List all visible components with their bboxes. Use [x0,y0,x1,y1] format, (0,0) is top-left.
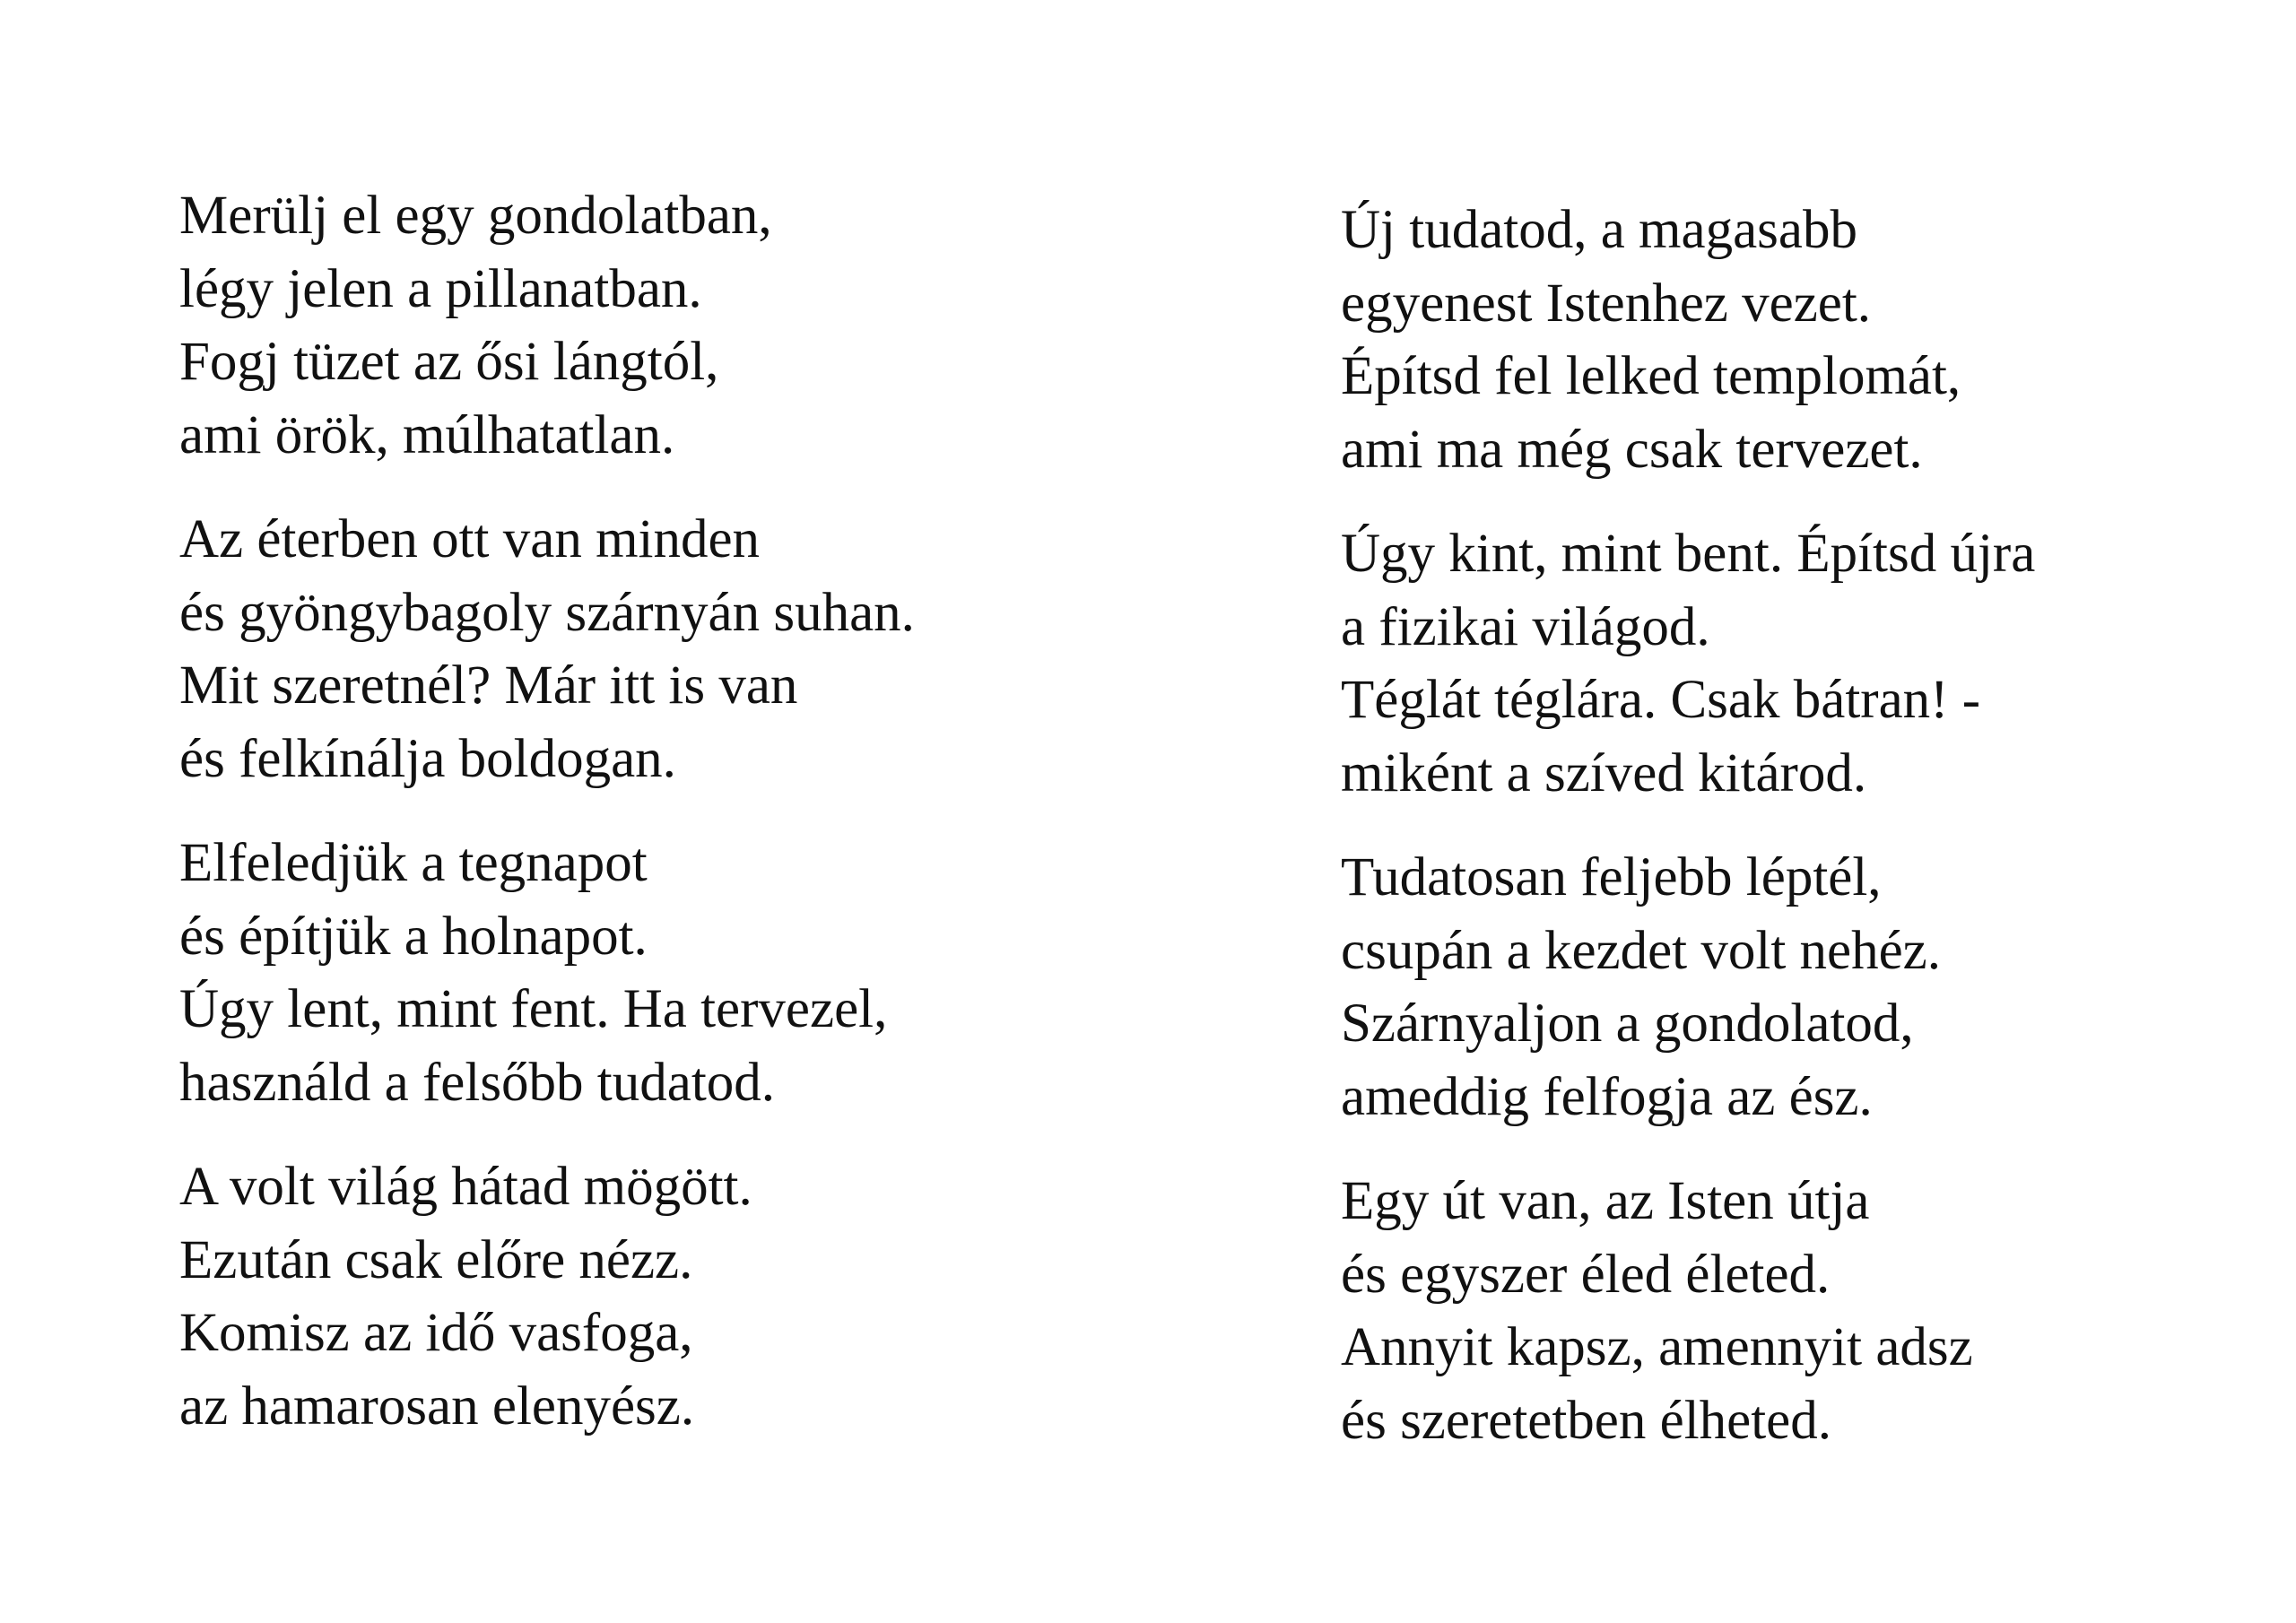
stanza-6 [1341,517,2238,810]
verse-line: légy jelen a pillanatban. [179,258,702,319]
verse-line: Úgy kint, mint bent. Építsd újra [1341,524,2036,584]
verse-line: Annyit kapsz, amennyit adsz [1341,1317,1973,1377]
verse-line: Tudatosan feljebb léptél, [1341,847,1882,907]
verse-line: Mit szeretnél? Már itt is van [179,655,798,716]
verse-line: Merülj el egy gondolatban, [179,186,772,246]
verse-line: és építjük a holnapot. [179,906,648,967]
stanza-5 [1341,194,2238,486]
stanza-8 [1341,1165,2238,1457]
verse-line: Építsd fel lelked templomát, [1341,346,1961,406]
stanza-4 [179,1150,1076,1443]
poem-right-column [1341,194,2238,1488]
verse-line: Egy út van, az Isten útja [1341,1171,1870,1231]
verse-line: ami ma még csak tervezet. [1341,419,1923,480]
verse-line: ami örök, múlhatatlan. [179,404,675,465]
verse-line: Elfeledjük a tegnapot [179,833,648,893]
verse-line: használd a felsőbb tudatod. [179,1052,776,1113]
verse-line: Téglát téglára. Csak bátran! - [1341,670,1981,730]
stanza-7 [1341,841,2238,1133]
verse-line: egyenest Istenhez vezet. [1341,273,1872,334]
verse-line: és szeretetben élheted. [1341,1390,1832,1451]
verse-line: Ezután csak előre nézz. [179,1229,693,1290]
verse-line: és egyszer éled életed. [1341,1244,1831,1305]
verse-line: Új tudatod, a magasabb [1341,200,1857,260]
verse-line: a fizikai világod. [1341,596,1710,657]
verse-line: az hamarosan elenyész. [179,1376,695,1436]
verse-line: csupán a kezdet volt nehéz. [1341,920,1942,981]
poem-left-column [179,179,1076,1474]
stanza-2 [179,503,1076,795]
verse-line: Komisz az idő vasfoga, [179,1303,693,1363]
verse-line: és felkínálja boldogan. [179,728,676,789]
verse-line: A volt világ hátad mögött. [179,1157,752,1217]
verse-line: Fogj tüzet az ősi lángtól, [179,332,719,392]
verse-line: Az éterben ott van minden [179,509,761,569]
stanza-3 [179,827,1076,1119]
verse-line: Úgy lent, mint fent. Ha tervezel, [179,979,888,1039]
verse-line: miként a szíved kitárod. [1341,742,1867,803]
stanza-1 [179,179,1076,472]
verse-line: ameddig felfogja az ész. [1341,1066,1873,1127]
verse-line: Szárnyaljon a gondolatod, [1341,994,1914,1054]
verse-line: és gyöngybagoly szárnyán suhan. [179,582,915,643]
